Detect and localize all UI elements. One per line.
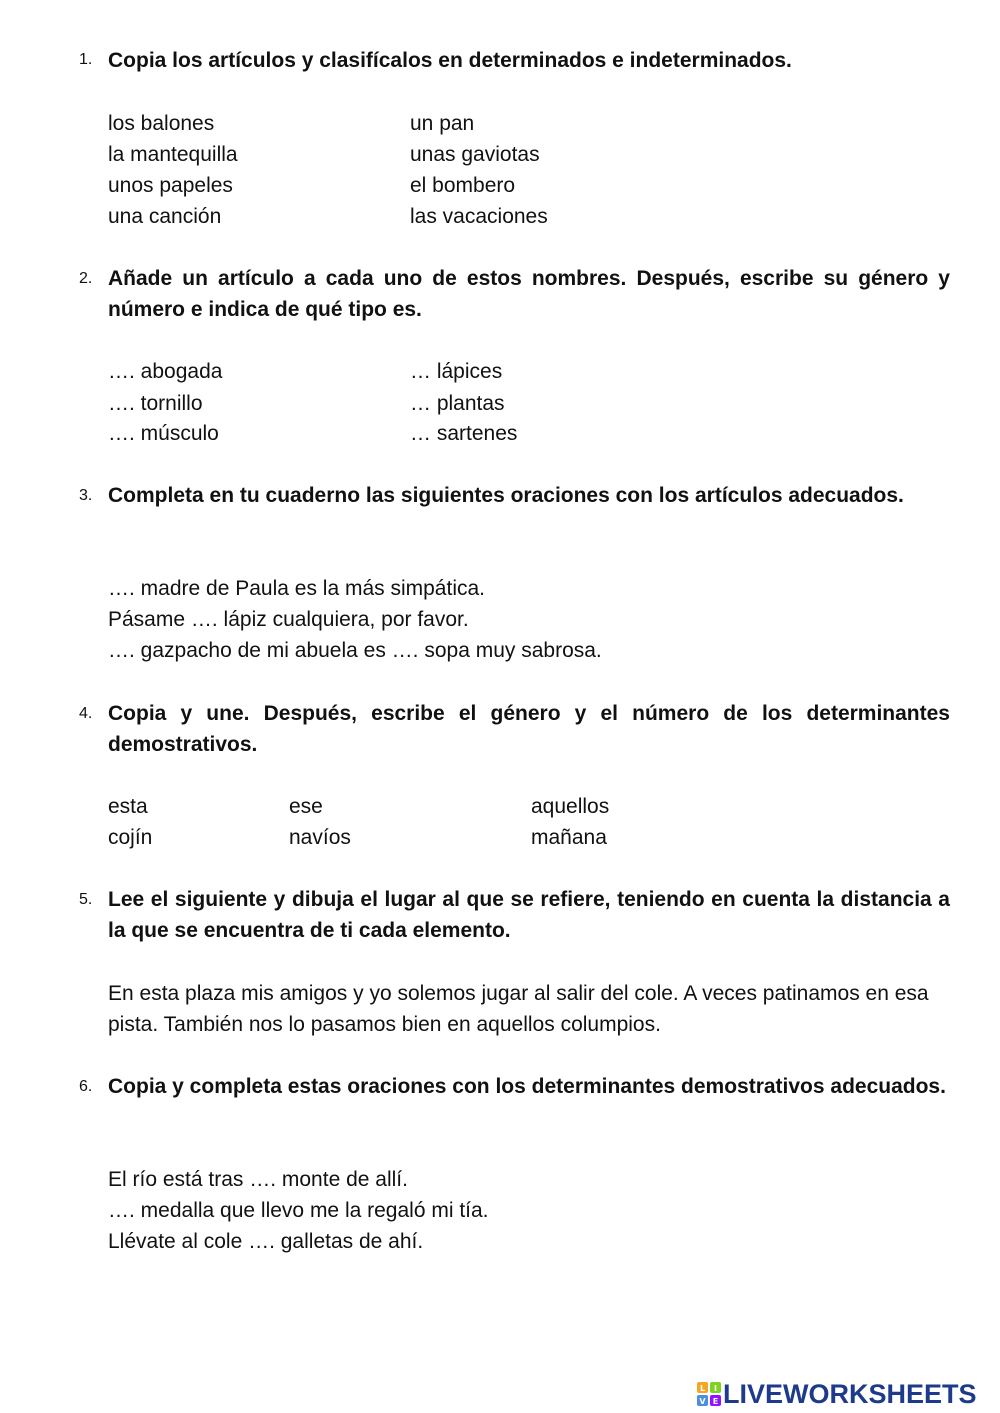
word-item: …. tornillo — [108, 392, 203, 415]
svg-text:L: L — [699, 1384, 706, 1393]
exercise-instruction: Copia y completa estas oraciones con los determinantes demostrativos adecuados. — [108, 1075, 946, 1098]
word-item: … plantas — [410, 392, 505, 415]
word-item: los balones — [108, 112, 215, 135]
exercise-number: 1. — [79, 51, 93, 68]
word-item: …. músculo — [108, 422, 219, 445]
sentence-line: El río está tras …. monte de allí. — [108, 1168, 408, 1191]
sentence-line: …. madre de Paula es la más simpática. — [108, 577, 485, 600]
sentence-line: Llévate al cole …. galletas de ahí. — [108, 1230, 424, 1253]
svg-text:I: I — [714, 1384, 717, 1393]
sentence-line: Pásame …. lápiz cualquiera, por favor. — [108, 608, 469, 631]
word-item: un pan — [410, 112, 475, 135]
word-item: … sartenes — [410, 422, 518, 445]
logo-text: LIVEWORKSHEETS — [723, 1378, 977, 1409]
exercise-number: 4. — [79, 705, 93, 722]
liveworksheets-logo — [697, 1378, 977, 1410]
word-item: navíos — [289, 826, 351, 849]
word-item: … lápices — [410, 360, 503, 383]
sentence-line: …. medalla que llevo me la regaló mi tía. — [108, 1199, 489, 1222]
sentence-line: …. gazpacho de mi abuela es …. sopa muy sabrosa. — [108, 639, 602, 662]
word-item: mañana — [531, 826, 607, 849]
word-item: unas gaviotas — [410, 143, 540, 166]
exercise-number: 3. — [79, 487, 93, 504]
exercise-instruction: Lee el siguiente y dibuja el lugar al que se refiere, teniendo en cuenta la distancia a la que se encuentra de ti cada elemento. — [108, 888, 950, 942]
word-item: ese — [289, 795, 323, 818]
reading-paragraph: En esta plaza mis amigos y yo solemos jugar al salir del cole. A veces patinamos en esa pista. También nos lo pasamos bien en aquellos columpios. — [108, 982, 929, 1036]
exercise-number: 6. — [79, 1078, 93, 1095]
exercise-number: 5. — [79, 891, 93, 908]
word-item: unos papeles — [108, 174, 233, 197]
word-item: esta — [108, 795, 148, 818]
word-item: una canción — [108, 205, 222, 228]
word-item: la mantequilla — [108, 143, 238, 166]
word-item: aquellos — [531, 795, 610, 818]
exercise-instruction: Copia y une. Después, escribe el género y el número de los determinantes demostrativos. — [108, 702, 950, 756]
word-item: las vacaciones — [410, 205, 548, 228]
exercise-number: 2. — [79, 270, 93, 287]
liveworksheets-logo-icon — [697, 1382, 721, 1406]
exercise-instruction: Completa en tu cuaderno las siguientes oraciones con los artículos adecuados. — [108, 484, 904, 507]
word-item: …. abogada — [108, 360, 223, 383]
exercise-instruction: Copia los artículos y clasifícalos en determinados e indeterminados. — [108, 49, 792, 72]
svg-text:V: V — [699, 1397, 706, 1406]
exercise-instruction: Añade un artículo a cada uno de estos nombres. Después, escribe su género y número e indica de qué tipo es. — [108, 267, 950, 321]
word-item: el bombero — [410, 174, 516, 197]
word-item: cojín — [108, 826, 153, 849]
svg-text:E: E — [712, 1397, 719, 1406]
